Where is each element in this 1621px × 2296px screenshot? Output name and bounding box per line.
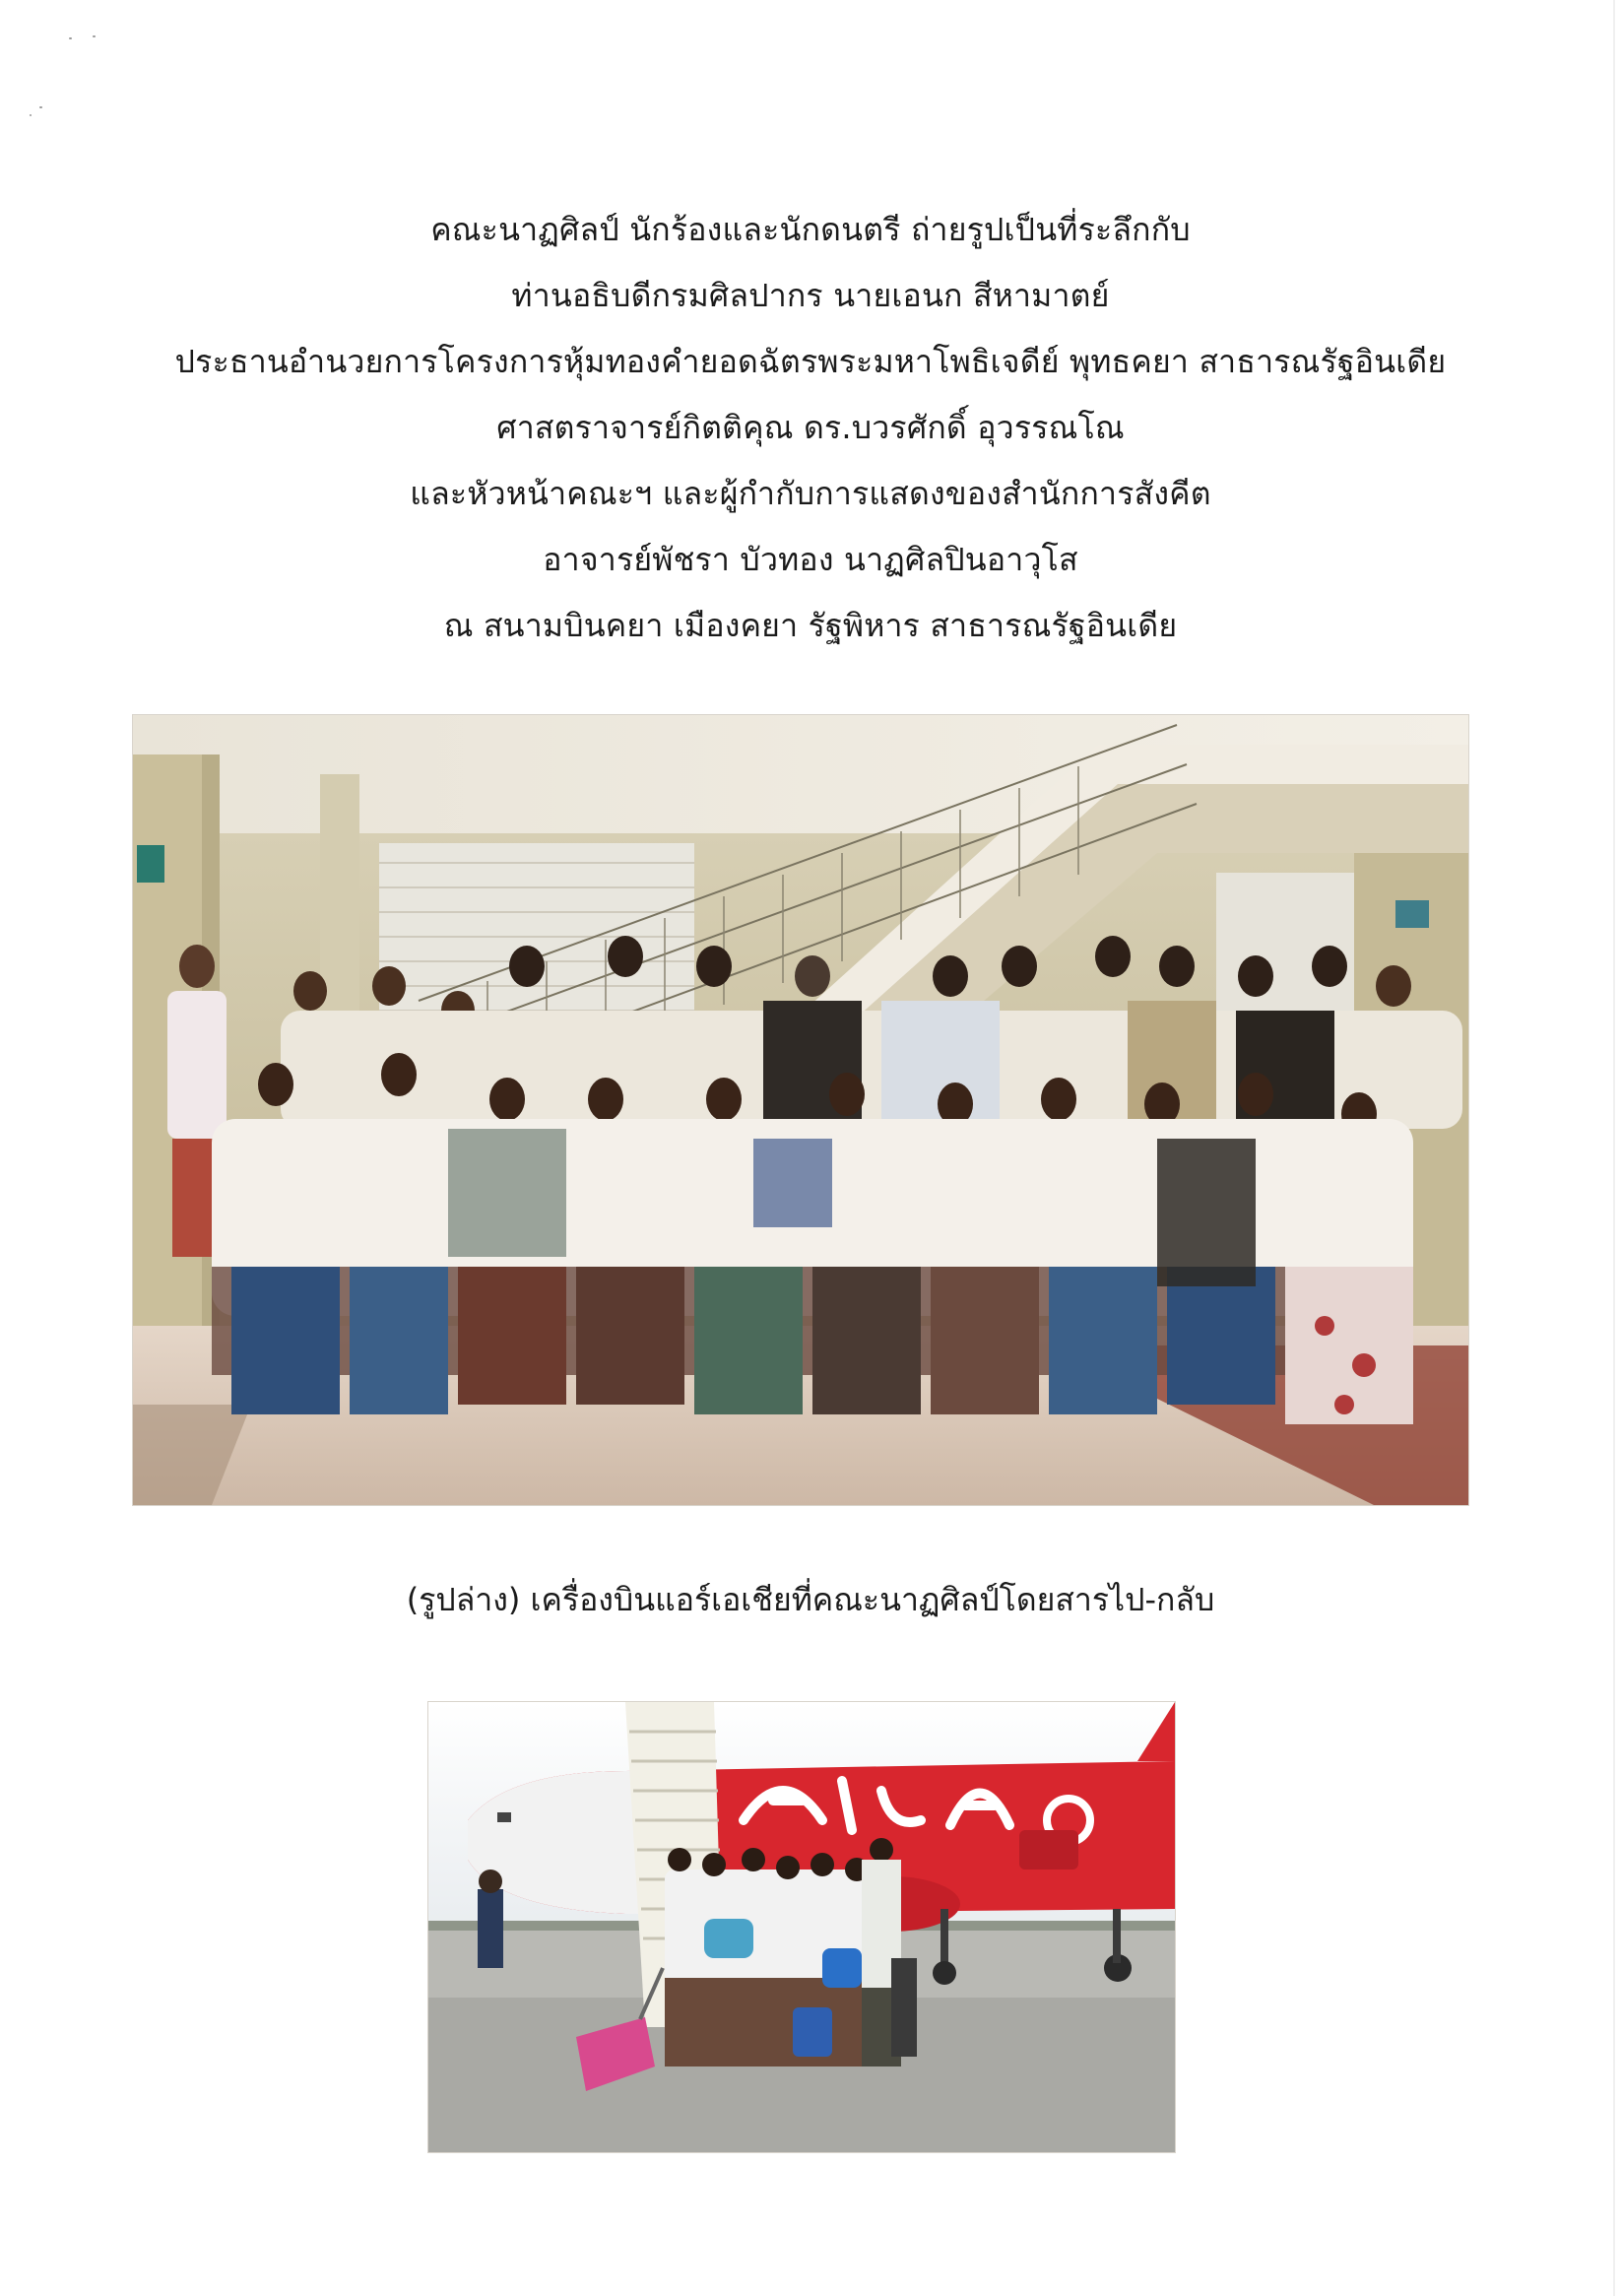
caption-line: ศาสตราจารย์กิตติคุณ ดร.บวรศักดิ์ อุวรรณโณ [496, 409, 1125, 446]
caption-line: คณะนาฏศิลป์ นักร้องและนักดนตรี ถ่ายรูปเป็นที่ระลึกกับ [430, 211, 1191, 248]
scan-speck [30, 114, 32, 116]
caption-line: และหัวหน้าคณะฯ และผู้กำกับการแสดงของสำนักการสังคีต [410, 475, 1211, 512]
caption-line: ณ สนามบินคยา เมืองคยา รัฐพิหาร สาธารณรัฐอินเดีย [443, 607, 1178, 644]
airplane-photo [428, 1702, 1175, 2152]
caption-line: ท่านอธิบดีกรมศิลปากร นายเอนก สีหามาตย์ [511, 277, 1110, 314]
caption-line: ประธานอำนวยการโครงการหุ้มทองคำยอดฉัตรพระมหาโพธิเจดีย์ พุทธคยา สาธารณรัฐอินเดีย [174, 343, 1447, 380]
airplane-photo-illustration [428, 1702, 1175, 2152]
sub-caption: (รูปล่าง) เครื่องบินแอร์เอเชียที่คณะนาฏศิลป์โดยสารไป-กลับ [406, 1581, 1215, 1618]
group-photo-illustration [133, 715, 1468, 1505]
scan-speck [39, 106, 42, 108]
group-photo [133, 715, 1468, 1505]
scan-speck [93, 35, 96, 37]
caption-line: อาจารย์พัชรา บัวทอง นาฏศิลปินอาวุโส [543, 541, 1078, 578]
scan-speck [69, 37, 72, 39]
caption-block [0, 197, 1621, 659]
